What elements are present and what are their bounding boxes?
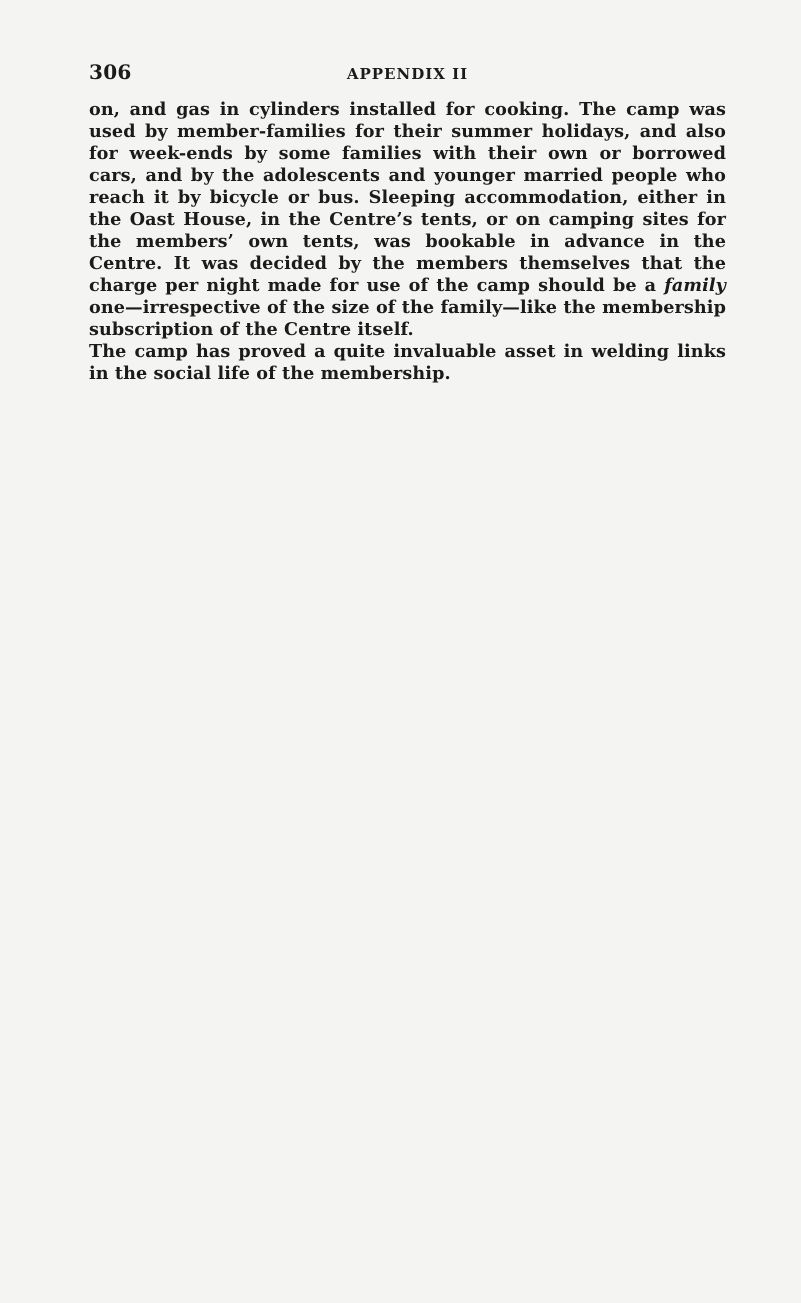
paragraph-1-text-end: one—irrespective of the size of the family—like the membership subscription of the Centre itself.: [89, 297, 726, 340]
paragraph-1-italic-word: family: [664, 275, 726, 296]
page-header: [89, 60, 726, 86]
paragraph-1-text-start: on, and gas in cylinders installed for cooking. The camp was used by member-families for their summer holidays, and also for week-ends by some families with their own or borrowed cars, and by the adolescents and younger married people who reach it by bicycle or bus. Sleeping accommodation, either in the Oast House, in the Centre’s tents, or on camping sites for the members’ own tents, was bookable in advance in the Centre. It was decided by the members themselves that the charge per night made for use of the camp should be a: [89, 99, 726, 296]
page-number: 306: [89, 60, 132, 84]
paragraph-2: The camp has proved a quite invaluable asset in welding links in the social life of the membership.: [89, 341, 726, 384]
paragraph-1: [89, 99, 726, 341]
body-text: [89, 99, 726, 385]
running-head: APPENDIX II: [346, 65, 469, 83]
